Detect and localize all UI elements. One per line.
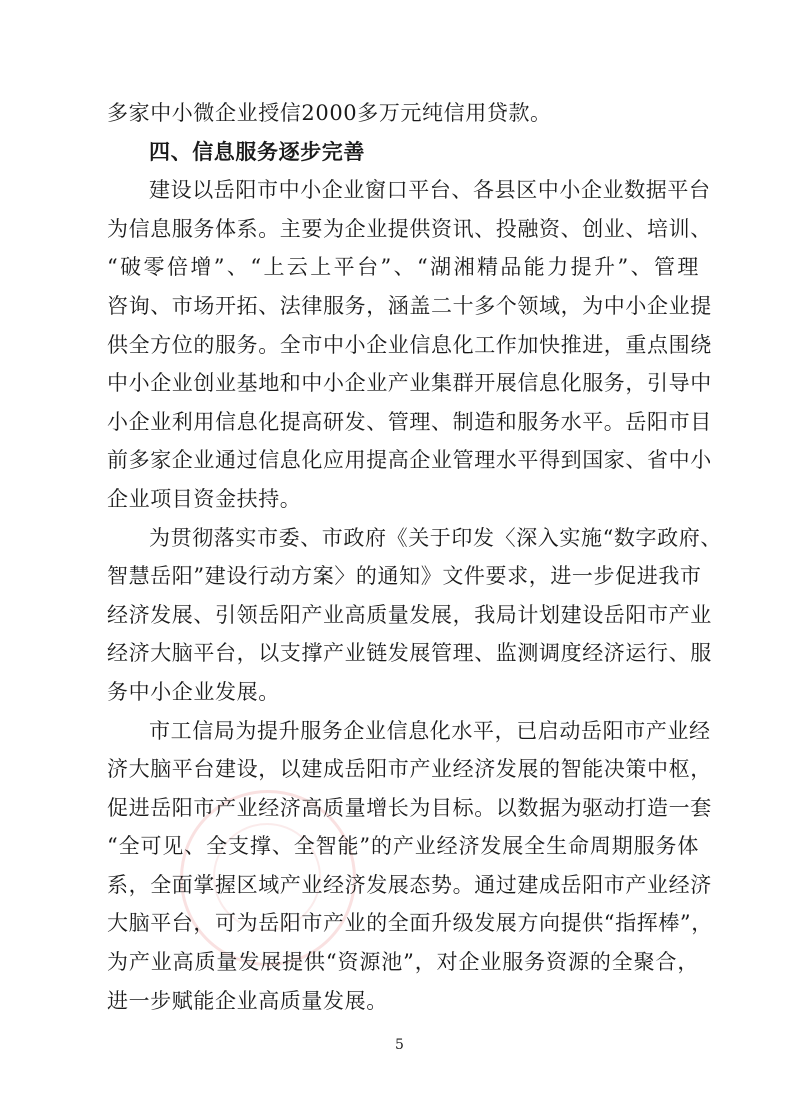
paragraph-line: 经济发展、引领岳阳产业高质量发展，我局计划建设岳阳市产业: [107, 602, 712, 627]
page-number: 5: [395, 1037, 404, 1053]
paragraph-line: 多家中小微企业授信2000多万元纯信用贷款。: [107, 101, 552, 125]
paragraph-line: “破零倍增”、“上云上平台”、“湖湘精品能力提升”、管理: [107, 255, 699, 280]
paragraph-line: 前多家企业通过信息化应用提高企业管理水平得到国家、省中小: [107, 448, 712, 473]
paragraph-line: 系，全面掌握区域产业经济发展态势。通过建成岳阳市产业经济: [107, 872, 712, 897]
paragraph-line: 大脑平台，可为岳阳市产业的全面升级发展方向提供“指挥棒”，: [107, 911, 713, 936]
paragraph-line: “全可见、全支撑、全智能”的产业经济发展全生命周期服务体: [107, 834, 699, 859]
paragraph-line: 咨询、市场开拓、法律服务，涵盖二十多个领域，为中小企业提: [107, 293, 712, 318]
paragraph-line: 务中小企业发展。: [107, 679, 280, 704]
section-heading: 四、信息服务逐步完善: [149, 139, 365, 164]
paragraph-line: 为信息服务体系。主要为企业提供资讯、投融资、创业、培训、: [107, 216, 712, 241]
paragraph-line: 进一步赋能企业高质量发展。: [107, 988, 388, 1013]
paragraph-line: 智慧岳阳”建设行动方案〉的通知》文件要求，进一步促进我市: [107, 564, 702, 589]
paragraph-line: 经济大脑平台，以支撑产业链发展管理、监测调度经济运行、服: [107, 641, 712, 666]
paragraph-line: 建设以岳阳市中小企业窗口平台、各县区中小企业数据平台: [149, 178, 711, 203]
paragraph-line: 中小企业创业基地和中小企业产业集群开展信息化服务，引导中: [107, 371, 712, 396]
paragraph-line: 为产业高质量发展提供“资源池”，对企业服务资源的全聚合，: [107, 950, 699, 975]
paragraph-line: 小企业利用信息化提高研发、管理、制造和服务水平。岳阳市目: [107, 409, 712, 434]
body-text: [107, 94, 722, 1020]
paragraph-line: 为贯彻落实市委、市政府《关于印发〈深入实施“数字政府、: [149, 525, 722, 550]
paragraph-line: 市工信局为提升服务企业信息化水平，已启动岳阳市产业经: [149, 718, 711, 743]
paragraph-line: 促进岳阳市产业经济高质量增长为目标。以数据为驱动打造一套: [107, 795, 712, 820]
paragraph-line: 企业项目资金扶持。: [107, 486, 302, 511]
paragraph-line: 供全方位的服务。全市中小企业信息化工作加快推进，重点围绕: [107, 332, 712, 357]
paragraph-line: 济大脑平台建设，以建成岳阳市产业经济发展的智能决策中枢，: [107, 757, 712, 782]
